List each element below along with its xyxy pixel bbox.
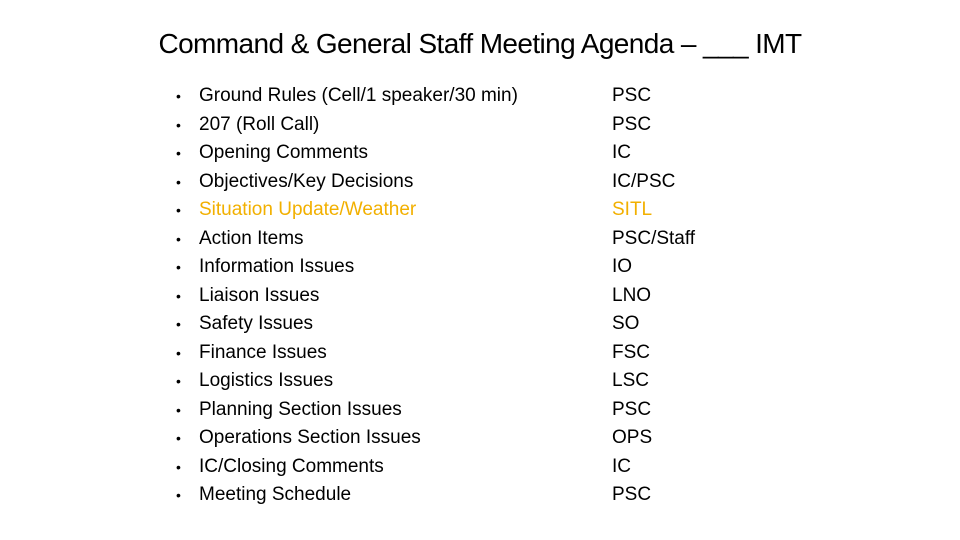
- agenda-item-label: Operations Section Issues: [199, 427, 421, 448]
- bullet-icon: •: [176, 344, 181, 361]
- agenda-item-label: Meeting Schedule: [199, 484, 352, 505]
- agenda-item-owner: PSC: [612, 484, 652, 505]
- agenda-item-owner: IO: [612, 256, 633, 277]
- bullet-icon: •: [176, 259, 181, 275]
- agenda-item-owner: IC/PSC: [612, 170, 676, 192]
- bullet-icon: •: [176, 88, 181, 104]
- agenda-item-label: Opening Comments: [199, 142, 368, 163]
- bullet-icon: •: [176, 230, 181, 247]
- bullet-icon: •: [176, 202, 181, 218]
- agenda-item-label: Action Items: [199, 227, 304, 249]
- agenda-item-owner: LNO: [612, 284, 652, 306]
- agenda-item-label: Information Issues: [199, 256, 355, 277]
- agenda-item-owner: PSC: [612, 113, 652, 135]
- bullet-icon: •: [176, 316, 181, 332]
- bullet-icon: •: [176, 145, 181, 161]
- agenda-item-label: Logistics Issues: [199, 370, 334, 391]
- bullet-icon: •: [176, 401, 181, 418]
- bullet-icon: •: [176, 287, 181, 304]
- agenda-item-owner: SO: [612, 313, 640, 334]
- agenda-item-owner: LSC: [612, 370, 649, 391]
- agenda-item-owner: IC: [612, 455, 631, 477]
- agenda-item-owner: FSC: [612, 341, 650, 363]
- agenda-item-label: Safety Issues: [199, 313, 314, 334]
- page-title: Command & General Staff Meeting Agenda – ___ IMT: [158, 28, 802, 59]
- agenda-item-owner: PSC: [612, 85, 652, 106]
- bullet-icon: •: [176, 373, 181, 389]
- agenda-item-owner: OPS: [612, 427, 653, 448]
- agenda-item-label: Liaison Issues: [199, 284, 320, 306]
- agenda-item-owner: IC: [612, 142, 631, 163]
- bullet-icon: •: [176, 430, 181, 446]
- agenda-item-owner: PSC/Staff: [612, 227, 696, 249]
- agenda-item-label: Objectives/Key Decisions: [199, 170, 414, 192]
- agenda-item-label: IC/Closing Comments: [199, 455, 384, 477]
- agenda-item-label: Planning Section Issues: [199, 398, 402, 420]
- agenda-item-label: Situation Update/Weather: [199, 199, 417, 220]
- agenda-item-owner: PSC: [612, 398, 652, 420]
- agenda-item-label: 207 (Roll Call): [199, 113, 320, 135]
- bullet-icon: •: [176, 173, 181, 190]
- agenda-item-label: Finance Issues: [199, 341, 327, 363]
- bullet-icon: •: [176, 487, 181, 503]
- bullet-icon: •: [176, 458, 181, 475]
- agenda-item-label: Ground Rules (Cell/1 speaker/30 min): [199, 85, 518, 106]
- agenda-item-owner: SITL: [612, 199, 653, 220]
- bullet-icon: •: [176, 116, 181, 133]
